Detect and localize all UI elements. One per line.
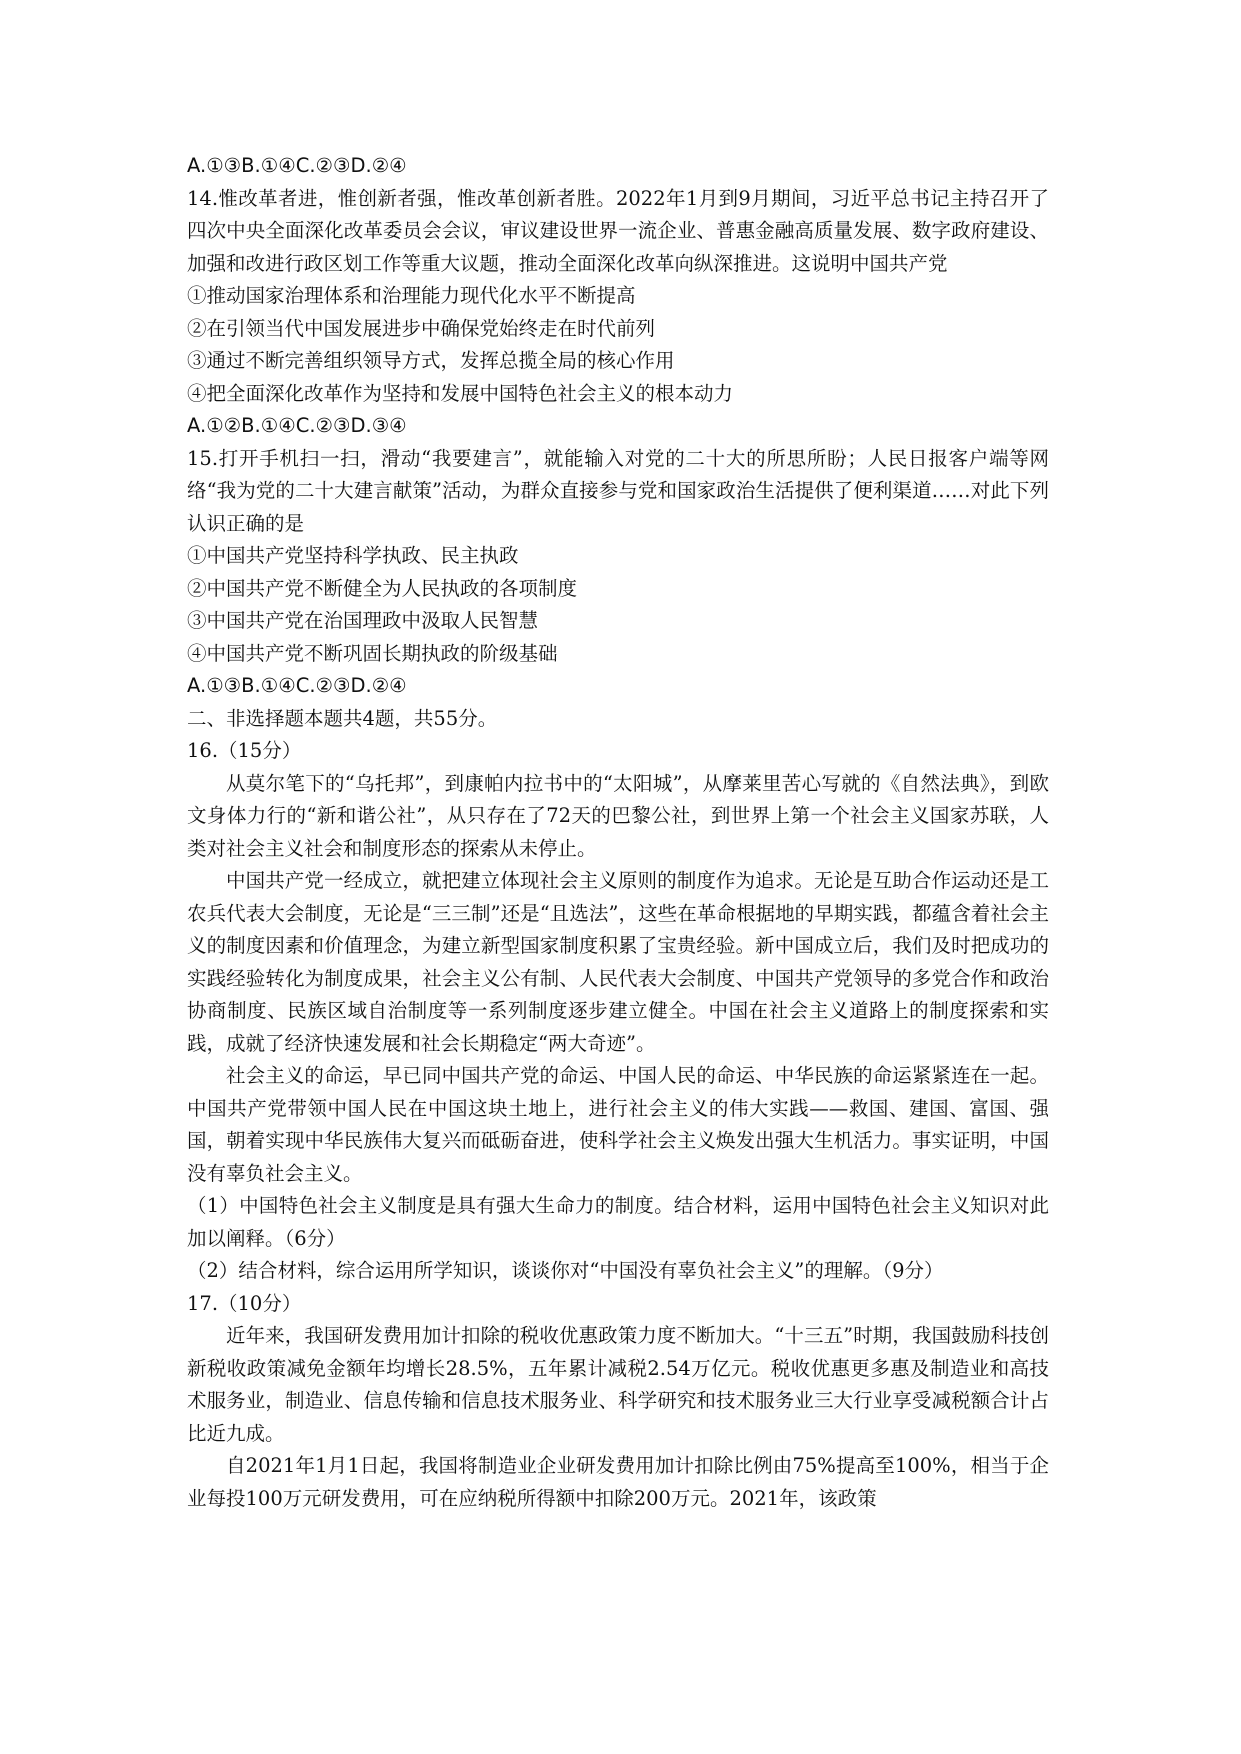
q16-label: 16.（15分） [187,739,302,762]
q15-item-3: ③中国共产党在治国理政中汲取人民智慧 [187,609,539,632]
q15-stem: 15.打开手机扫一扫，滑动“我要建言”，就能输入对党的二十大的所思所盼；人民日报客户端等网络“我为党的二十大建言献策”活动，为群众直接参与党和国家政治生活提供了便利渠道……对此下列认识正确的是 [187,446,1049,535]
page-content [187,150,1049,1515]
q16-material-paragraph-2: 中国共产党一经成立，就把建立体现社会主义原则的制度作为追求。无论是互助合作运动还是工农兵代表大会制度，无论是“三三制”还是“且选法”，这些在革命根据地的早期实践，都蕴含着社会主义的制度因素和价值理念，为建立新型国家制度积累了宝贵经验。新中国成立后，我们及时把成功的实践经验转化为制度成果，社会主义公有制、人民代表大会制度、中国共产党领导的多党合作和政治协商制度、民族区域自治制度等一系列制度逐步建立健全。中国在社会主义道路上的制度探索和实践，成就了经济快速发展和社会长期稳定“两大奇迹”。 [187,869,1049,1055]
q17-label: 17.（10分） [187,1291,302,1315]
q16-subquestion-2: （2）结合材料，综合运用所学知识，谈谈你对“中国没有辜负社会主义”的理解。（9分） [187,1259,944,1282]
q13-options: A.①③B.①④C.②③D.②④ [187,154,407,177]
q14-item-2: ②在引领当代中国发展进步中确保党始终走在时代前列 [187,316,656,340]
q15-item-1: ①中国共产党坚持科学执政、民主执政 [187,544,519,567]
q17-material-paragraph-1: 近年来，我国研发费用加计扣除的税收优惠政策力度不断加大。“十三五”时期，我国鼓励科技创新税收政策减免金额年均增长28.5%，五年累计减税2.54万亿元。税收优惠更多惠及制造业和高技术服务业，制造业、信息传输和信息技术服务业、科学研究和技术服务业三大行业享受减税额合计占比近九成。 [187,1324,1049,1445]
q14-item-3: ③通过不断完善组织领导方式，发挥总揽全局的核心作用 [187,349,675,372]
q16-subquestion-1: （1）中国特色社会主义制度是具有强大生命力的制度。结合材料，运用中国特色社会主义知识对此加以阐释。（6分） [187,1194,1049,1250]
q16-material-paragraph-1: 从莫尔笔下的“乌托邦”，到康帕内拉书中的“太阳城”，从摩莱里苦心写就的《自然法典》，到欧文身体力行的“新和谐公社”，从只存在了72天的巴黎公社，到世界上第一个社会主义国家苏联，人类对社会主义社会和制度形态的探索从未停止。 [187,771,1049,860]
q15-options: A.①③B.①④C.②③D.②④ [187,674,407,697]
q15-item-4: ④中国共产党不断巩固长期执政的阶级基础 [187,641,558,665]
q14-item-1: ①推动国家治理体系和治理能力现代化水平不断提高 [187,284,636,307]
q14-item-4: ④把全面深化改革作为坚持和发展中国特色社会主义的根本动力 [187,381,734,405]
q15-item-2: ②中国共产党不断健全为人民执政的各项制度 [187,576,578,600]
q14-options: A.①②B.①④C.②③D.③④ [187,414,407,437]
q16-material-paragraph-3: 社会主义的命运，早已同中国共产党的命运、中国人民的命运、中华民族的命运紧紧连在一起。中国共产党带领中国人民在中国这块土地上，进行社会主义的伟大实践——救国、建国、富国、强国，朝着实现中华民族伟大复兴而砥砺奋进，使科学社会主义焕发出强大生机活力。事实证明，中国没有辜负社会主义。 [187,1064,1049,1185]
q14-stem: 14.惟改革者进，惟创新者强，惟改革创新者胜。2022年1月到9月期间，习近平总书记主持召开了四次中央全面深化改革委员会会议，审议建设世界一流企业、普惠金融高质量发展、数字政府建设、加强和改进行政区划工作等重大议题，推动全面深化改革向纵深推进。这说明中国共产党 [187,186,1049,275]
section-2-heading: 二、非选择题本题共4题，共55分。 [187,706,498,730]
q17-material-paragraph-2: 自2021年1月1日起，我国将制造业企业研发费用加计扣除比例由75%提高至100%，相当于企业每投100万元研发费用，可在应纳税所得额中扣除200万元。2021年，该政策 [187,1454,1049,1510]
